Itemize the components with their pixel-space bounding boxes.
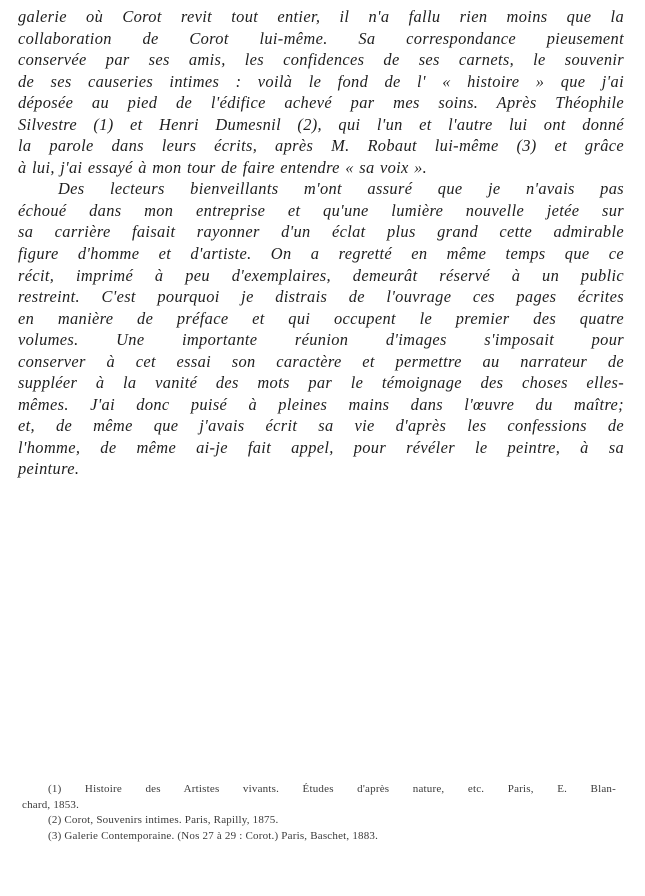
footnote-line: (2) Corot, Souvenirs intimes. Paris, Rapilly, 1875. [48, 814, 279, 827]
text-line: collaboration de Corot lui-même. Sa correspondance pieusement [18, 28, 624, 48]
text-line: volumes. Une importante réunion d'images s'imposait pour [18, 330, 624, 350]
text-line: Silvestre (1) et Henri Dumesnil (2), qui l'un et l'autre lui ont donné [18, 114, 624, 134]
text-line: suppléer à la vanité des mots par le témoignage des choses elles- [18, 373, 624, 393]
footnotes [22, 782, 616, 844]
text-line: peinture. [18, 459, 80, 479]
main-text [18, 6, 624, 480]
text-line: sa carrière faisait rayonner d'un éclat plus grand cette admirable [18, 222, 624, 242]
text-line: conservée par ses amis, les confidences de ses carnets, le souvenir [18, 50, 624, 70]
text-line: conserver à cet essai son caractère et permettre au narrateur de [18, 351, 624, 371]
text-line: à lui, j'ai essayé à mon tour de faire entendre « sa voix ». [18, 157, 428, 177]
text-line: mêmes. J'ai donc puisé à pleines mains dans l'œuvre du maître; [18, 394, 624, 414]
footnote-line: (1) Histoire des Artistes vivants. Études d'après nature, etc. Paris, E. Blan- [48, 783, 616, 795]
text-line: récit, imprimé à peu d'exemplaires, demeurât réservé à un public [18, 265, 624, 285]
text-line: échoué dans mon entreprise et qu'une lumière nouvelle jetée sur [18, 200, 624, 220]
footnote-1 [22, 782, 616, 813]
text-line: de ses causeries intimes : voilà le fond de l' « histoire » que j'ai [18, 71, 624, 91]
text-line: et, de même que j'avais écrit sa vie d'après les confessions de [18, 416, 624, 436]
text-line: restreint. C'est pourquoi je distrais de l'ouvrage ces pages écrites [18, 287, 624, 307]
footnote-line: chard, 1853. [22, 798, 80, 811]
text-line: galerie où Corot revit tout entier, il n'a fallu rien moins que la [18, 7, 624, 26]
text-line: la parole dans leurs écrits, après M. Robaut lui-même (3) et grâce [18, 136, 624, 156]
text-line: déposée au pied de l'édifice achevé par mes soins. Après Théophile [18, 93, 624, 113]
paragraph-2 [18, 178, 624, 480]
text-line: figure d'homme et d'artiste. On a regretté en même temps que ce [18, 244, 624, 264]
text-line: l'homme, de même ai-je fait appel, pour révéler le peintre, à sa [18, 437, 624, 457]
footnote-line: (3) Galerie Contemporaine. (Nos 27 à 29 : Corot.) Paris, Baschet, 1883. [48, 829, 379, 842]
footnote-3 [48, 829, 616, 845]
footnote-2 [48, 813, 616, 829]
paragraph-1 [18, 6, 624, 178]
text-line: Des lecteurs bienveillants m'ont assuré que je n'avais pas [58, 179, 624, 199]
text-line: en manière de préface et qui occupent le premier des quatre [18, 308, 624, 328]
